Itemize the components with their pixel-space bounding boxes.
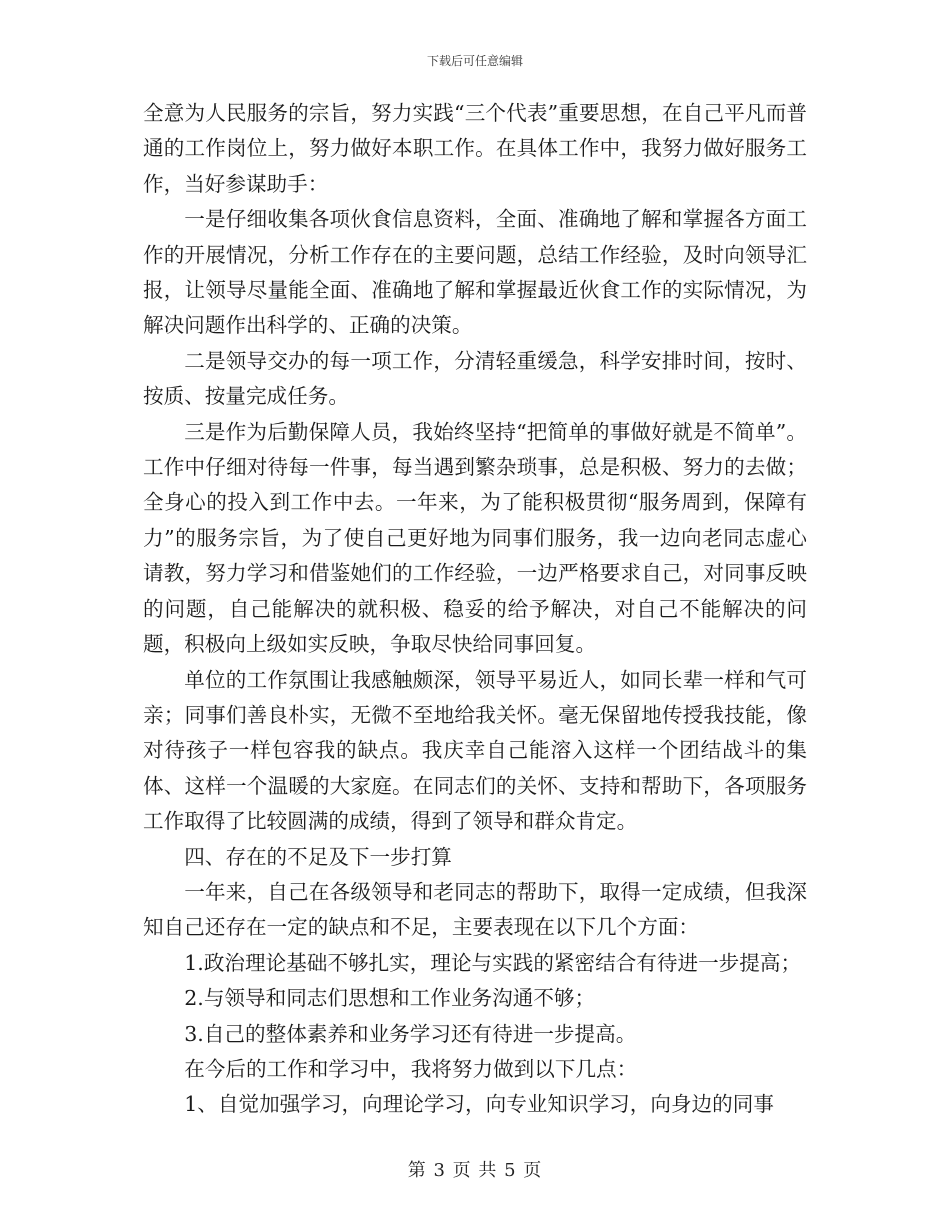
paragraph: 三是作为后勤保障人员，我始终坚持“把简单的事做好就是不简单”。工作中仔细对待每一件事，每当遇到繁杂琐事，总是积极、努力的去做；全身心的投入到工作中去。一年来，为了能积极贯彻“服务周到，保障有力”的服务宗旨，为了使自己更好地为同事们服务，我一边向老同志虚心请教，努力学习和借鉴她们的工作经验，一边严格要求自己，对同事反映的问题，自己能解决的就积极、稳妥的给予解决，对自己不能解决的问题，积极向上级如实反映，争取尽快给同事回复。 xyxy=(143,419,807,657)
document-body xyxy=(143,96,807,1123)
paragraph: 在今后的工作和学习中，我将努力做到以下几点： xyxy=(184,1056,638,1081)
paragraph: 一年来，自己在各级领导和老同志的帮助下，取得一定成绩，但我深知自己还存在一定的缺点和不足，主要表现在以下几个方面： xyxy=(143,879,807,940)
page-footer: 第 3 页 共 5 页 xyxy=(407,1160,543,1181)
page-header: 下载后可任意编辑 xyxy=(426,54,523,68)
paragraph: 一是仔细收集各项伙食信息资料，全面、准确地了解和掌握各方面工作的开展情况，分析工作存在的主要问题，总结工作经验，及时向领导汇报，让领导尽量能全面、准确地了解和掌握最近伙食工作的实际情况，为解决问题作出科学的、正确的决策。 xyxy=(143,207,807,338)
paragraph: 单位的工作氛围让我感触颇深，领导平易近人，如同长辈一样和气可亲；同事们善良朴实，无微不至地给我关怀。毫无保留地传授我技能，像对待孩子一样包容我的缺点。我庆幸自己能溶入这样一个团结战斗的集体、这样一个温暖的大家庭。在同志们的关怀、支持和帮助下，各项服务工作取得了比较圆满的成绩，得到了领导和群众肯定。 xyxy=(143,667,807,834)
list-item: 1.政治理论基础不够扎实，理论与实践的紧密结合有待进一步提高； xyxy=(184,950,802,975)
paragraph: 二是领导交办的每一项工作，分清轻重缓急，科学安排时间，按时、按质、按量完成任务。 xyxy=(143,348,807,409)
list-item: 1、自觉加强学习，向理论学习，向专业知识学习，向身边的同事 xyxy=(184,1092,774,1117)
paragraph: 全意为人民服务的宗旨，努力实践“三个代表”重要思想，在自己平凡而普通的工作岗位上，努力做好本职工作。在具体工作中，我努力做好服务工作，当好参谋助手： xyxy=(143,101,807,196)
section-heading: 四、存在的不足及下一步打算 xyxy=(184,844,452,869)
list-item: 2.与领导和同志们思想和工作业务沟通不够； xyxy=(184,986,596,1011)
list-item: 3.自己的整体素养和业务学习还有待进一步提高。 xyxy=(184,1021,637,1046)
